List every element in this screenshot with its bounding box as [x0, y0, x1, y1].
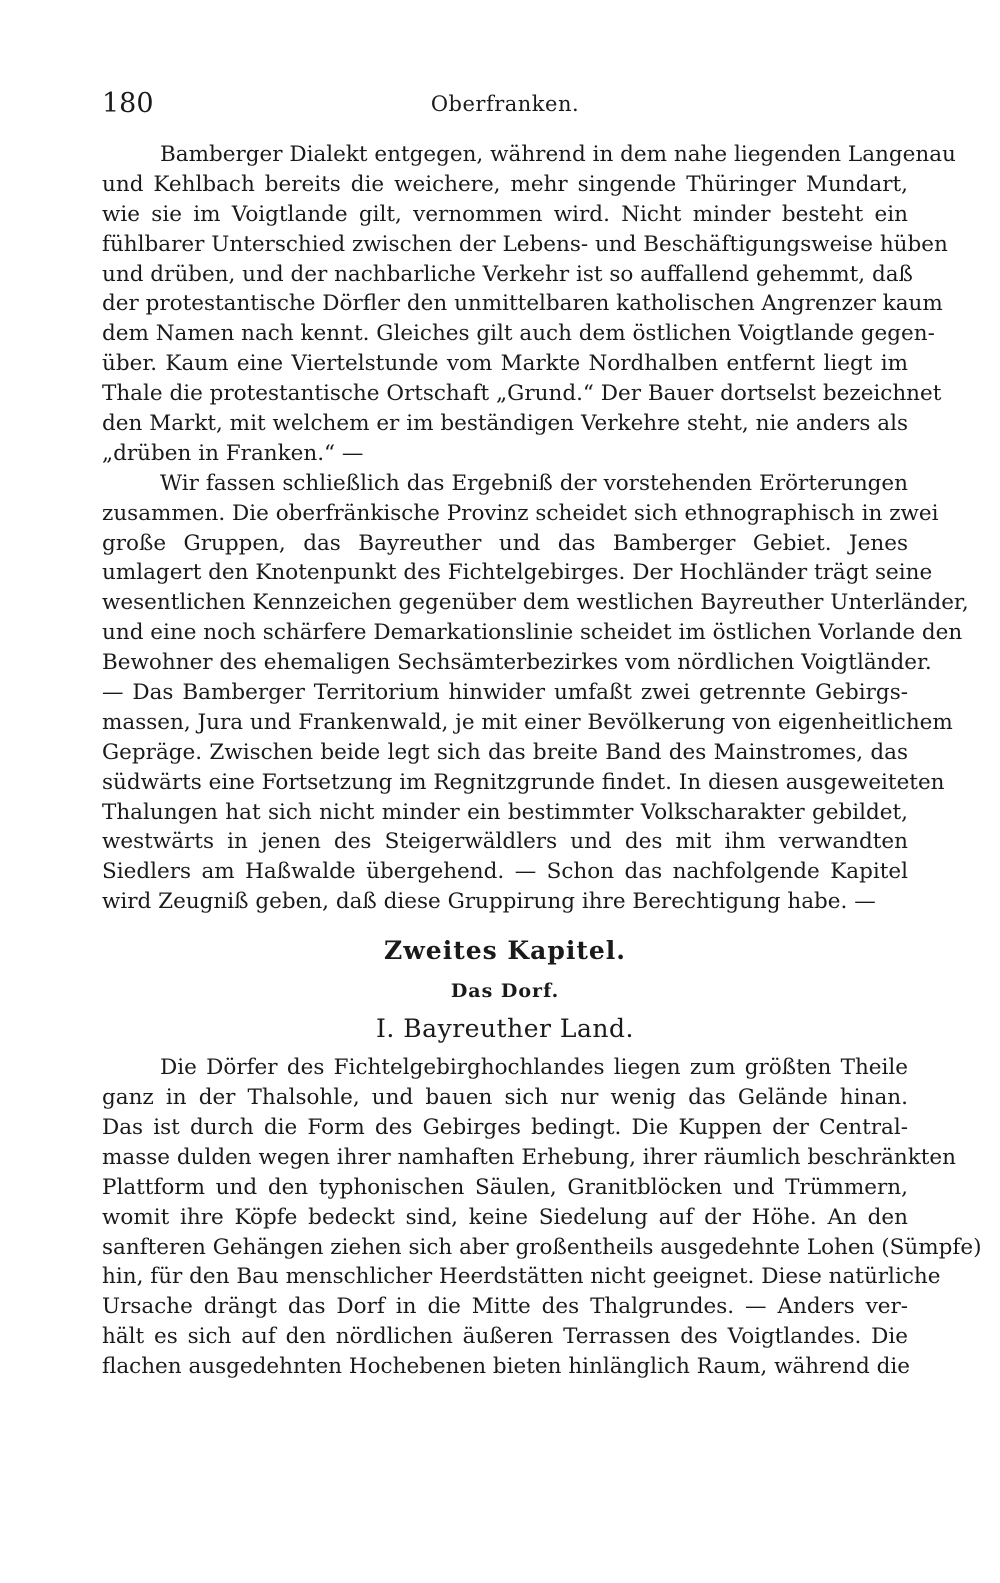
text-line: große Gruppen, das Bayreuther und das Bamberger Gebiet. Jenes: [102, 530, 908, 556]
text-line: ganz in der Thalsohle, und bauen sich nur wenig das Gelände hinan.: [102, 1085, 908, 1111]
text-line: westwärts in jenen des Steigerwäldlers und des mit ihm verwandten: [102, 829, 908, 855]
text-line: Thalungen hat sich nicht minder ein bestimmter Volkscharakter gebildet,: [102, 799, 908, 825]
text-line: und Kehlbach bereits die weichere, mehr singende Thüringer Mundart,: [102, 171, 908, 197]
text-line: dem Namen nach kennt. Gleiches gilt auch dem östlichen Voigtlande gegen-: [102, 321, 935, 347]
text-line: wird Zeugniß geben, daß diese Gruppirung ihre Berechtigung habe. —: [102, 889, 876, 915]
section-title: I. Bayreuther Land.: [376, 1014, 634, 1044]
text-line: umlagert den Knotenpunkt des Fichtelgebirges. Der Hochländer trägt seine: [102, 560, 933, 586]
text-line: hält es sich auf den nördlichen äußeren Terrassen des Voigtlandes. Die: [102, 1324, 908, 1350]
page-number: 180: [102, 88, 154, 119]
text-line: wesentlichen Kennzeichen gegenüber dem westlichen Bayreuther Unterländer,: [102, 590, 969, 616]
chapter-heading: [102, 929, 908, 1049]
text-line: über. Kaum eine Viertelstunde vom Markte Nordhalben entfernt liegt im: [102, 351, 908, 377]
text-line: „drüben in Franken.“ —: [102, 440, 364, 466]
paragraph-3: [102, 1053, 982, 1382]
text-line: Ursache drängt das Dorf in die Mitte des Thalgrundes. — Anders ver-: [102, 1294, 908, 1320]
text-line: Bamberger Dialekt entgegen, während in dem nahe liegenden Langenau: [160, 142, 956, 167]
text-line: den Markt, mit welchem er im beständigen Verkehre steht, nie anders als: [102, 411, 908, 437]
text-line: Wir fassen schließlich das Ergebniß der vorstehenden Erörterungen: [160, 470, 908, 496]
text-line: fühlbarer Unterschied zwischen der Lebens- und Beschäftigungsweise hüben: [102, 231, 948, 257]
text-line: hin, für den Bau menschlicher Heerdstätten nicht geeignet. Diese natürliche: [102, 1264, 941, 1290]
text-line: Plattform und den typhonischen Säulen, Granitblöcken und Trümmern,: [102, 1174, 908, 1200]
text-line: Bewohner des ehemaligen Sechsämterbezirkes vom nördlichen Voigtländer.: [102, 650, 932, 676]
chapter-title: Zweites Kapitel.: [384, 936, 626, 966]
text-line: zusammen. Die oberfränkische Provinz scheidet sich ethnographisch in zwei: [102, 500, 939, 526]
text-line: Thale die protestantische Ortschaft „Grund.“ Der Bauer dortselst bezeichnet: [102, 381, 942, 407]
text-line: wie sie im Voigtlande gilt, vernommen wird. Nicht minder besteht ein: [102, 201, 908, 227]
text-line: masse dulden wegen ihrer namhaften Erhebung, ihrer räumlich beschränkten: [102, 1144, 956, 1170]
text-line: Siedlers am Haßwalde übergehend. — Schon das nachfolgende Kapitel: [102, 859, 908, 885]
text-line: und drüben, und der nachbarliche Verkehr ist so auffallend gehemmt, daß: [102, 261, 913, 287]
text-line: und eine noch schärfere Demarkationslinie scheidet im östlichen Vorlande den: [102, 620, 963, 646]
text-line: womit ihre Köpfe bedeckt sind, keine Siedelung auf der Höhe. An den: [102, 1204, 908, 1230]
page-header: [102, 88, 908, 128]
text-line: — Das Bamberger Territorium hinwider umfaßt zwei getrennte Gebirgs-: [102, 680, 908, 706]
paragraph-2: [102, 469, 969, 917]
text-line: flachen ausgedehnten Hochebenen bieten hinlänglich Raum, während die: [102, 1354, 910, 1380]
paragraph-1: [102, 140, 956, 469]
chapter-subtitle: Das Dorf.: [450, 980, 560, 1003]
text-line: südwärts eine Fortsetzung im Regnitzgrunde findet. In diesen ausgeweiteten: [102, 769, 945, 795]
text-line: Das ist durch die Form des Gebirges bedingt. Die Kuppen der Central-: [102, 1114, 908, 1140]
text-line: der protestantische Dörfler den unmittelbaren katholischen Angrenzer kaum: [102, 291, 943, 317]
running-title: Oberfranken.: [430, 92, 580, 116]
page-body: [102, 140, 982, 1382]
text-line: Gepräge. Zwischen beide legt sich das breite Band des Mainstromes, das: [102, 739, 908, 765]
text-line: massen, Jura und Frankenwald, je mit einer Bevölkerung von eigenheitlichem: [102, 709, 953, 735]
text-line: sanfteren Gehängen ziehen sich aber großentheils ausgedehnte Lohen (Sümpfe): [102, 1234, 982, 1260]
text-line: Die Dörfer des Fichtelgebirghochlandes liegen zum größten Theile: [160, 1055, 908, 1081]
